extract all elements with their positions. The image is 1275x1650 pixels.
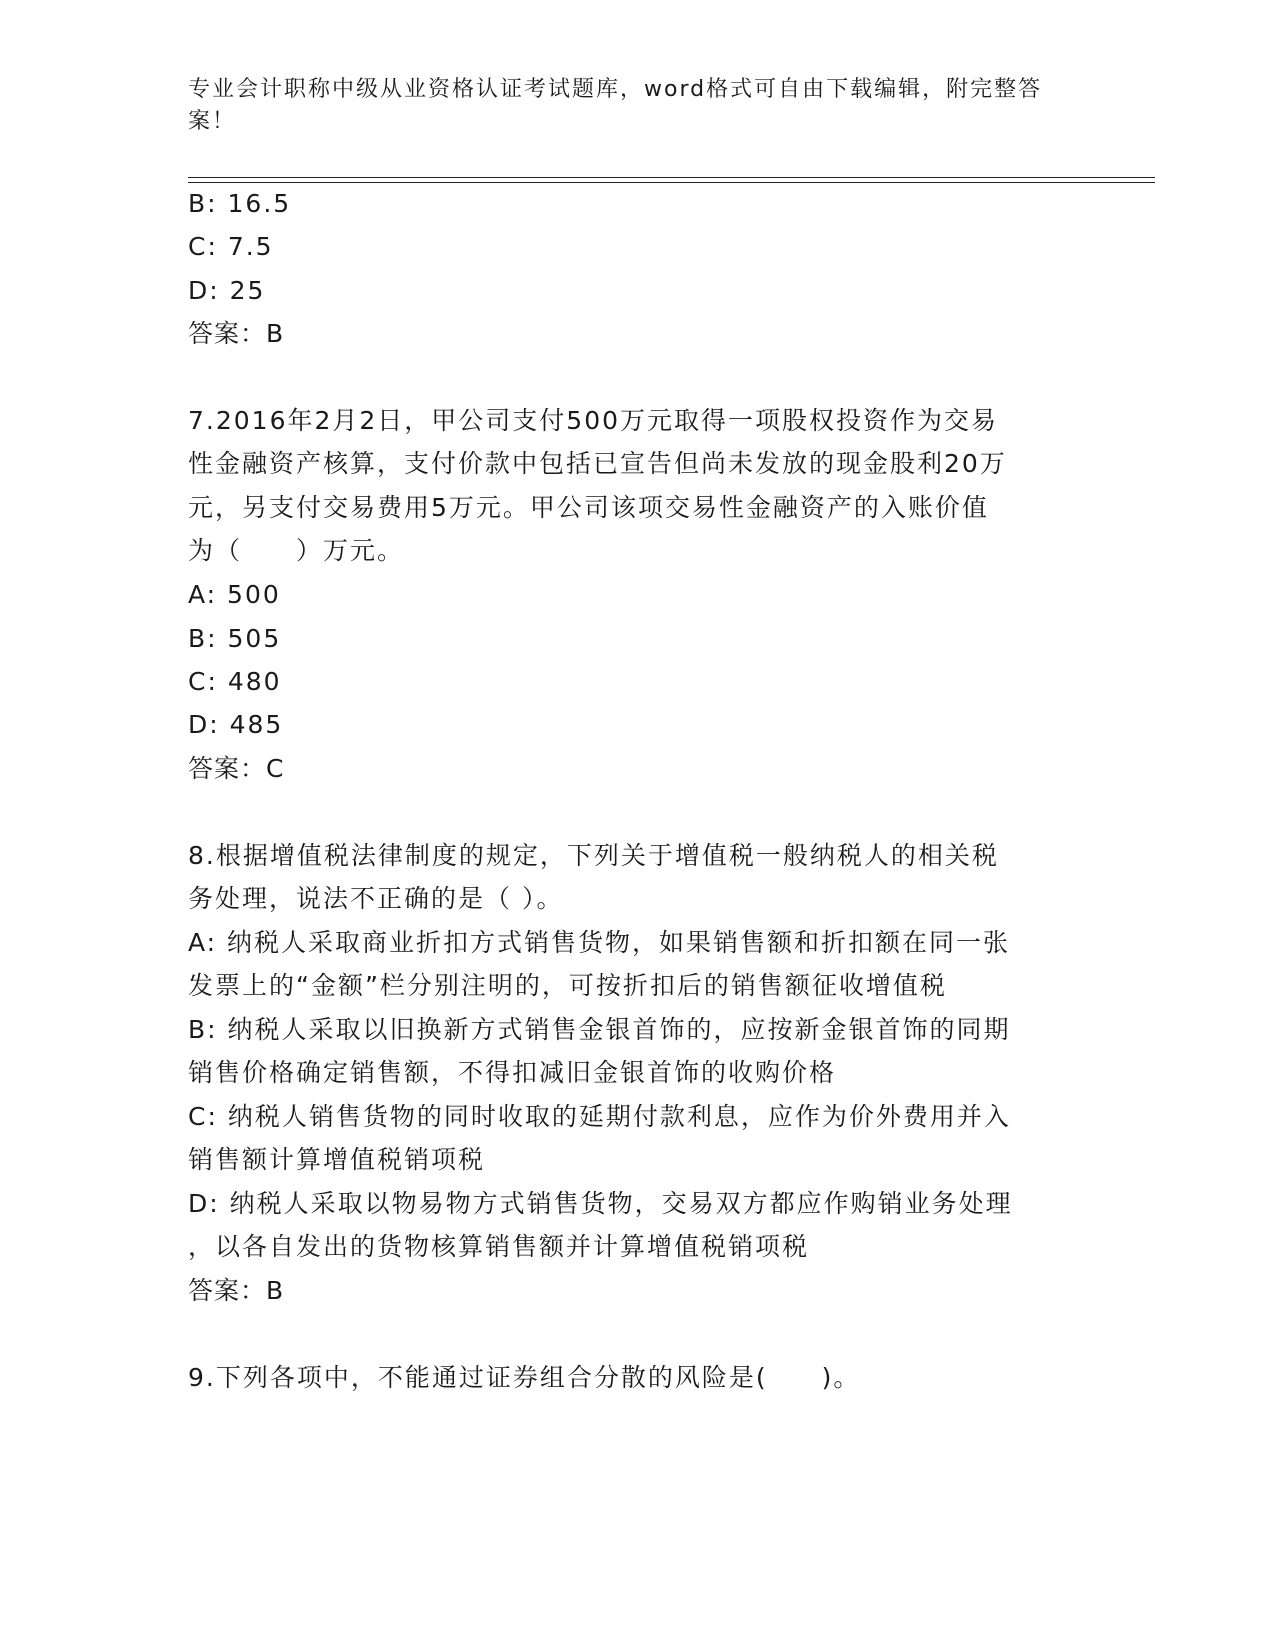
q8-answer: 答案：B (188, 1276, 285, 1305)
q7-answer: 答案：C (188, 754, 285, 783)
q8-option-a-line: 发票上的“金额”栏分别注明的，可按折扣后的销售额征收增值税 (188, 971, 947, 1000)
q7-stem-line: 为（ ）万元。 (188, 536, 405, 565)
q7-option-a: A: 500 (188, 580, 281, 609)
q9-stem: 9.下列各项中，不能通过证券组合分散的风险是( )。 (188, 1363, 861, 1392)
q8-option-d-line: ，以各自发出的货物核算销售额并计算增值税销项税 (188, 1232, 810, 1261)
q6-option-c: C: 7.5 (188, 232, 274, 261)
q8-option-b-line: B: 纳税人采取以旧换新方式销售金银首饰的，应按新金银首饰的同期 (188, 1015, 1011, 1044)
q7-stem-line: 7.2016年2月2日，甲公司支付500万元取得一项股权投资作为交易 (188, 406, 999, 435)
header-divider-bottom (188, 182, 1155, 183)
q8-option-d-line: D: 纳税人采取以物易物方式销售货物，交易双方都应作购销业务处理 (188, 1189, 1013, 1218)
q7-stem-line: 性金融资产核算，支付价款中包括已宣告但尚未发放的现金股利20万 (188, 449, 1007, 478)
q7-option-b: B: 505 (188, 624, 282, 653)
q8-option-b-line: 销售价格确定销售额，不得扣减旧金银首饰的收购价格 (188, 1058, 837, 1087)
header-divider-top (188, 177, 1155, 178)
q6-option-b: B: 16.5 (188, 189, 292, 218)
q8-option-c-line: 销售额计算增值税销项税 (188, 1145, 486, 1174)
q8-option-c-line: C: 纳税人销售货物的同时收取的延期付款利息，应作为价外费用并入 (188, 1102, 1011, 1131)
q8-stem-line: 8.根据增值税法律制度的规定，下列关于增值税一般纳税人的相关税 (188, 841, 999, 870)
q8-stem-line: 务处理，说法不正确的是（ ）。 (188, 884, 564, 913)
page-header: 专业会计职称中级从业资格认证考试题库，word格式可自由下载编辑，附完整答案！ (188, 77, 1043, 134)
q8-option-a-line: A: 纳税人采取商业折扣方式销售货物，如果销售额和折扣额在同一张 (188, 928, 1011, 957)
q6-answer: 答案：B (188, 319, 285, 348)
q7-stem-line: 元，另支付交易费用5万元。甲公司该项交易性金融资产的入账价值 (188, 493, 989, 522)
q7-option-d: D: 485 (188, 710, 284, 739)
q6-option-d: D: 25 (188, 276, 266, 305)
q7-option-c: C: 480 (188, 667, 282, 696)
